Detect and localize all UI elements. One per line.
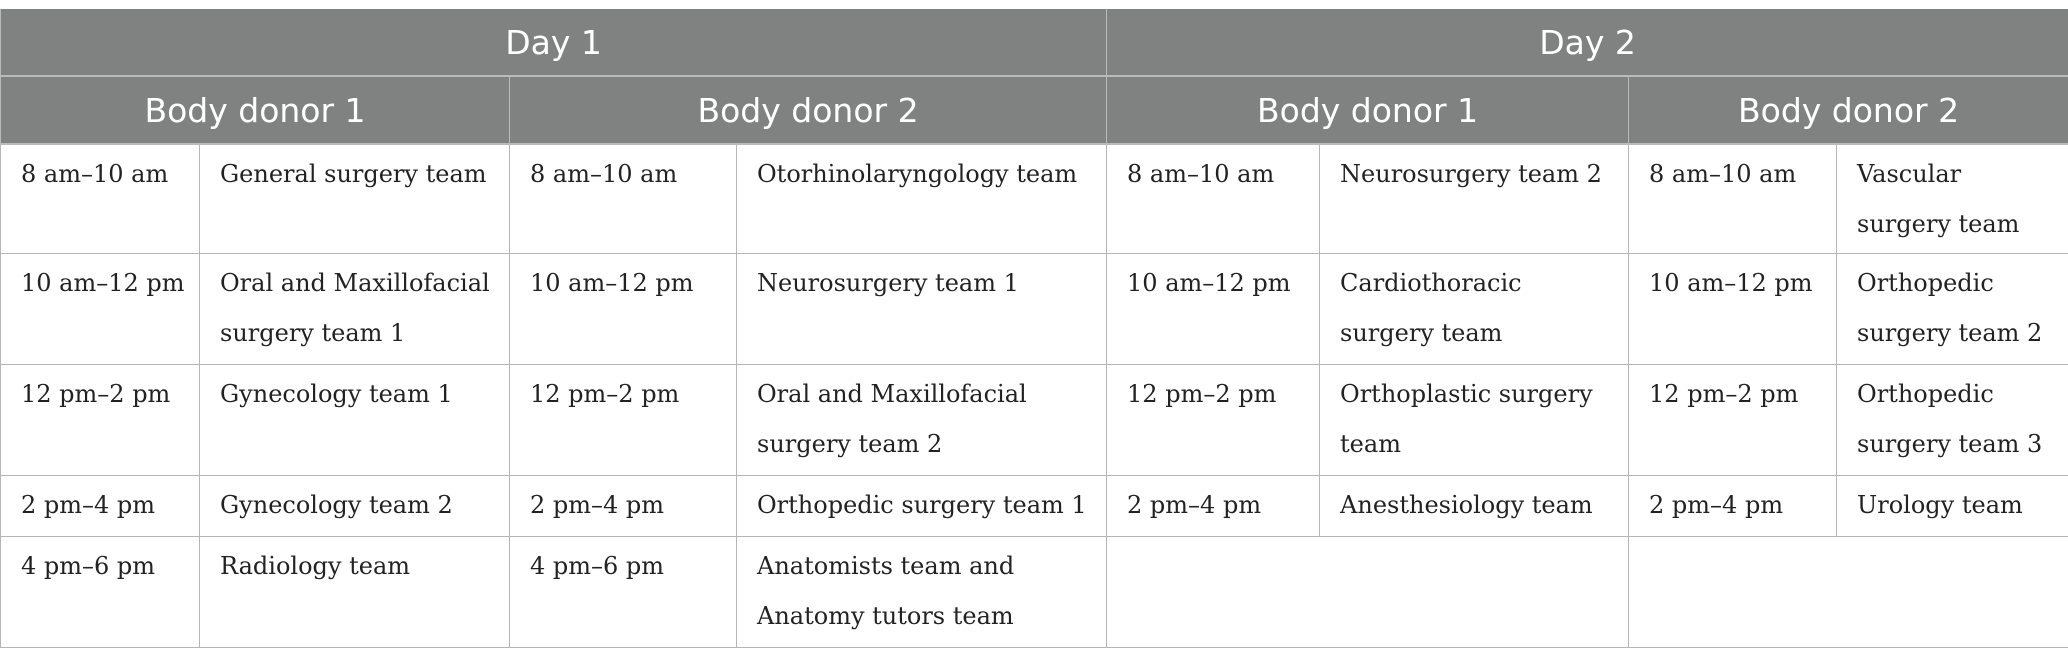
- time-cell: 12 pm–2 pm: [1629, 365, 1837, 476]
- time-cell: 2 pm–4 pm: [1629, 476, 1837, 537]
- team-cell: Oral and Maxillofacial surgery team 2: [737, 365, 1107, 476]
- time-cell: 12 pm–2 pm: [1, 365, 200, 476]
- team-cell: Oral and Maxillofacial surgery team 1: [200, 254, 510, 365]
- day-1-body-donor-2-header: Body donor 2: [510, 76, 1107, 144]
- day-1-body-donor-1-header: Body donor 1: [1, 76, 510, 144]
- team-cell: Anatomists team and Anatomy tutors team: [737, 537, 1107, 648]
- team-cell: Neurosurgery team 1: [737, 254, 1107, 365]
- donor-header-row: [1, 76, 2068, 144]
- time-cell: 8 am–10 am: [1629, 144, 1837, 254]
- team-cell: Radiology team: [200, 537, 510, 648]
- time-cell: 8 am–10 am: [1, 144, 200, 254]
- team-cell: Orthopedic surgery team 2: [1837, 254, 2068, 365]
- table-row: [1, 254, 2068, 365]
- time-cell: 8 am–10 am: [1107, 144, 1320, 254]
- team-cell: Anesthesiology team: [1320, 476, 1629, 537]
- day-1-header: Day 1: [1, 9, 1107, 76]
- team-cell: Orthoplastic surgery team: [1320, 365, 1629, 476]
- time-cell: 4 pm–6 pm: [1, 537, 200, 648]
- team-cell: Cardiothoracic surgery team: [1320, 254, 1629, 365]
- table-row: [1, 537, 2068, 648]
- team-cell: Urology team: [1837, 476, 2068, 537]
- team-cell: Gynecology team 2: [200, 476, 510, 537]
- time-cell: 2 pm–4 pm: [510, 476, 737, 537]
- team-cell: Otorhinolaryngology team: [737, 144, 1107, 254]
- time-cell: 4 pm–6 pm: [510, 537, 737, 648]
- table-row: [1, 365, 2068, 476]
- time-cell: 12 pm–2 pm: [1107, 365, 1320, 476]
- table-row: [1, 476, 2068, 537]
- team-cell: Gynecology team 1: [200, 365, 510, 476]
- team-cell: Orthopedic surgery team 3: [1837, 365, 2068, 476]
- table-row: [1, 144, 2068, 254]
- team-cell: Neurosurgery team 2: [1320, 144, 1629, 254]
- team-cell: Orthopedic surgery team 1: [737, 476, 1107, 537]
- team-cell: Vascular surgery team: [1837, 144, 2068, 254]
- time-cell: 10 am–12 pm: [1, 254, 200, 365]
- time-cell: 12 pm–2 pm: [510, 365, 737, 476]
- time-cell: 8 am–10 am: [510, 144, 737, 254]
- day-2-body-donor-2-header: Body donor 2: [1629, 76, 2068, 144]
- day-2-body-donor-1-header: Body donor 1: [1107, 76, 1629, 144]
- empty-cell: [1107, 537, 1629, 648]
- day-2-header: Day 2: [1107, 9, 2068, 76]
- time-cell: 2 pm–4 pm: [1, 476, 200, 537]
- time-cell: 10 am–12 pm: [1107, 254, 1320, 365]
- time-cell: 2 pm–4 pm: [1107, 476, 1320, 537]
- day-header-row: [1, 9, 2068, 76]
- time-cell: 10 am–12 pm: [510, 254, 737, 365]
- time-cell: 10 am–12 pm: [1629, 254, 1837, 365]
- team-cell: General surgery team: [200, 144, 510, 254]
- schedule-table: [0, 9, 2068, 648]
- empty-cell: [1629, 537, 2068, 648]
